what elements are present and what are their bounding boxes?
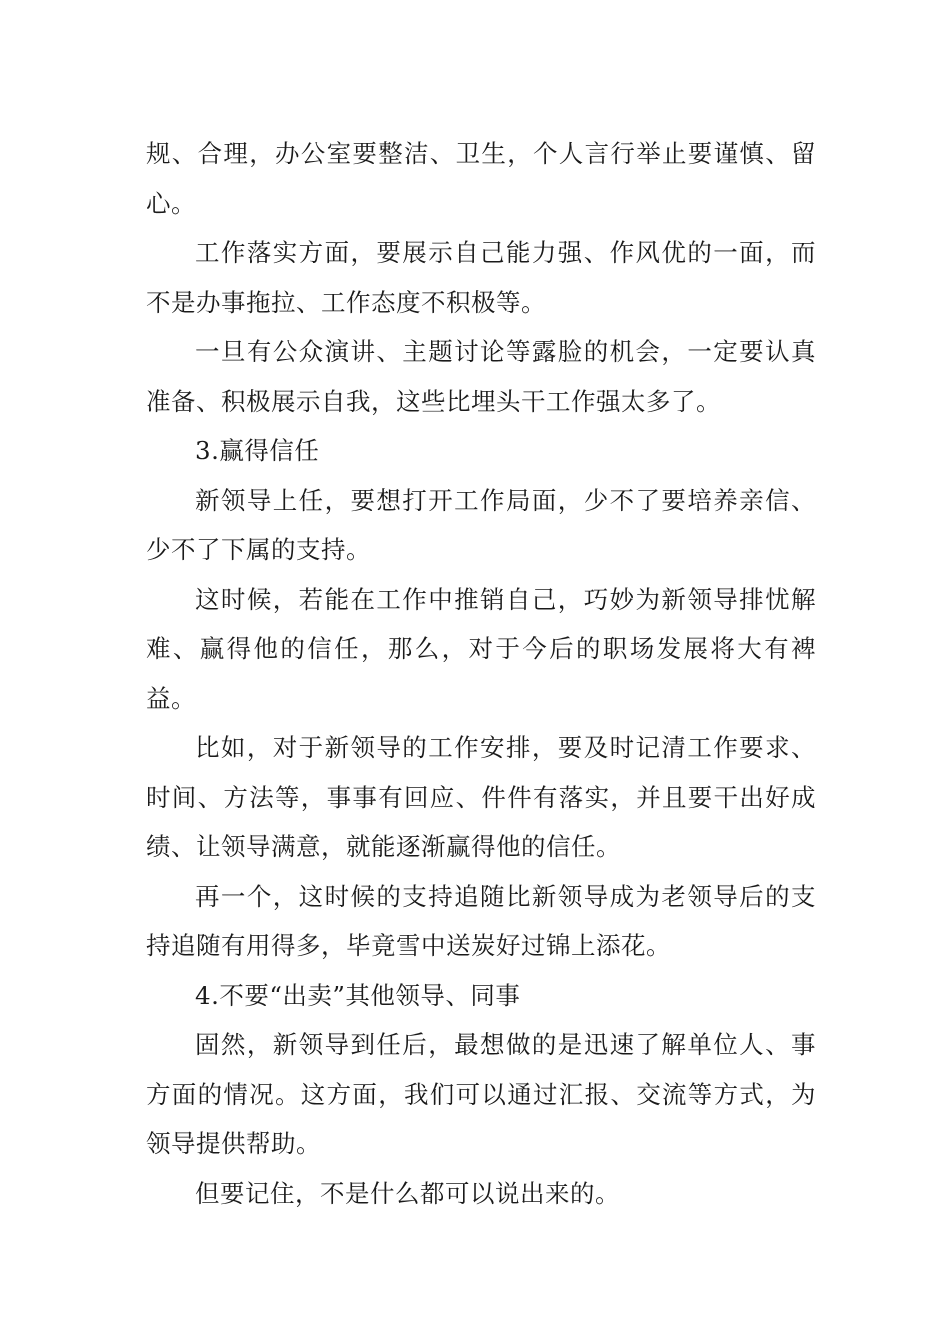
article-body bbox=[146, 129, 816, 1218]
paragraph-continuation: 规、合理，办公室要整洁、卫生，个人言行举止要谨慎、留心。 bbox=[146, 139, 816, 218]
paragraph: 固然，新领导到任后，最想做的是迅速了解单位人、事方面的情况。这方面，我们可以通过汇报、交流等方式，为领导提供帮助。 bbox=[146, 1030, 816, 1158]
section-heading-4: 4.不要“出卖”其他领导、同事 bbox=[195, 980, 521, 1010]
paragraph: 新领导上任，要想打开工作局面，少不了要培养亲信、少不了下属的支持。 bbox=[146, 485, 816, 564]
paragraph: 工作落实方面，要展示自己能力强、作风优的一面，而不是办事拖拉、工作态度不积极等。 bbox=[146, 238, 816, 317]
paragraph: 再一个，这时候的支持追随比新领导成为老领导后的支持追随有用得多，毕竟雪中送炭好过锦上添花。 bbox=[146, 881, 816, 960]
section-heading-3: 3.赢得信任 bbox=[195, 436, 320, 465]
paragraph: 但要记住，不是什么都可以说出来的。 bbox=[195, 1178, 620, 1208]
paragraph: 这时候，若能在工作中推销自己，巧妙为新领导排忧解难、赢得他的信任，那么，对于今后的职场发展将大有裨益。 bbox=[146, 584, 816, 713]
paragraph: 比如，对于新领导的工作安排，要及时记清工作要求、时间、方法等，事事有回应、件件有落实，并且要干出好成绩、让领导满意，就能逐渐赢得他的信任。 bbox=[146, 733, 816, 861]
paragraph: 一旦有公众演讲、主题讨论等露脸的机会，一定要认真准备、积极展示自我，这些比埋头干工作强太多了。 bbox=[146, 337, 816, 416]
